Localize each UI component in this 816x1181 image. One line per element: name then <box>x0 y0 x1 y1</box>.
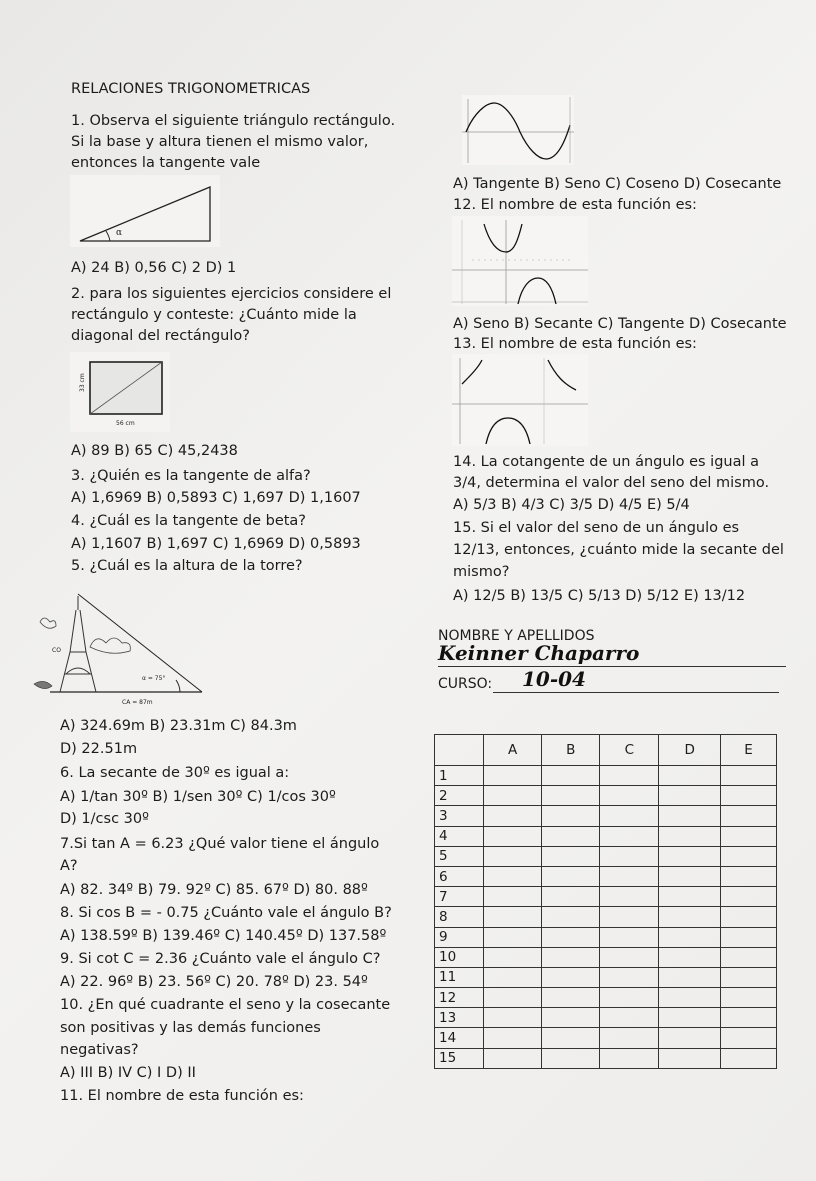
answer-cell[interactable] <box>600 766 659 786</box>
course-label: CURSO: <box>438 676 493 692</box>
q3-options: A) 1,6969 B) 0,5893 C) 1,697 D) 1,1607 <box>71 490 361 506</box>
row-number: 9 <box>435 927 484 947</box>
answer-cell[interactable] <box>600 806 659 826</box>
column-header: E <box>721 735 777 766</box>
q1-line-2: Si la base y altura tienen el mismo valor, <box>71 134 369 150</box>
worksheet-title: RELACIONES TRIGONOMETRICAS <box>71 81 311 97</box>
q8-options: A) 138.59º B) 139.46º C) 140.45º D) 137.58º <box>60 928 387 944</box>
answer-cell[interactable] <box>542 988 600 1008</box>
row-number: 11 <box>435 967 484 987</box>
q10-line-1: 10. ¿En qué cuadrante el seno y la cosecante <box>60 997 391 1013</box>
answer-cell[interactable] <box>721 806 777 826</box>
answer-cell[interactable] <box>659 866 721 886</box>
q12-options: A) Seno B) Secante C) Tangente D) Cosecante <box>453 316 787 332</box>
angle-label: α = 75° <box>142 675 166 682</box>
q7-question-line-1: 7.Si tan A = 6.23 ¿Qué valor tiene el ángulo <box>60 836 380 852</box>
answer-cell[interactable] <box>659 786 721 806</box>
q8-question: 8. Si cos B = - 0.75 ¿Cuánto vale el ángulo B? <box>60 905 392 921</box>
answer-cell[interactable] <box>600 907 659 927</box>
answer-cell[interactable] <box>721 887 777 907</box>
q6-question: 6. La secante de 30º es igual a: <box>60 765 290 781</box>
answer-cell[interactable] <box>542 967 600 987</box>
answer-cell[interactable] <box>484 846 542 866</box>
answer-table <box>434 734 777 1069</box>
q7-options: A) 82. 34º B) 79. 92º C) 85. 67º D) 80. 88º <box>60 882 368 898</box>
q14-line-1: 14. La cotangente de un ángulo es igual a <box>453 454 759 470</box>
row-number: 13 <box>435 1008 484 1028</box>
table-row <box>435 846 777 866</box>
q1-line-1: 1. Observa el siguiente triángulo rectángulo. <box>71 113 396 129</box>
table-row <box>435 887 777 907</box>
answer-cell[interactable] <box>721 1008 777 1028</box>
q2-line-1: 2. para los siguientes ejercicios considere el <box>71 286 392 302</box>
answer-cell[interactable] <box>721 826 777 846</box>
q14-line-2: 3/4, determina el valor del seno del mismo. <box>453 475 770 491</box>
q7-question-line-2: A? <box>60 858 78 874</box>
name-underline <box>438 666 786 667</box>
row-number: 2 <box>435 786 484 806</box>
q10-line-2: son positivas y las demás funciones <box>60 1020 321 1036</box>
row-number: 7 <box>435 887 484 907</box>
table-row <box>435 866 777 886</box>
table-row <box>435 826 777 846</box>
answer-cell[interactable] <box>600 927 659 947</box>
answer-table-header <box>435 735 777 766</box>
rectangle-base-label: 56 cm <box>116 420 135 427</box>
answer-cell[interactable] <box>542 927 600 947</box>
answer-cell[interactable] <box>600 866 659 886</box>
name-label: NOMBRE Y APELLIDOS <box>438 628 595 644</box>
sine-graph-figure <box>462 95 574 165</box>
q3-question: 3. ¿Quién es la tangente de alfa? <box>71 468 311 484</box>
table-row <box>435 806 777 826</box>
answer-cell[interactable] <box>659 947 721 967</box>
answer-cell[interactable] <box>659 988 721 1008</box>
answer-cell[interactable] <box>721 866 777 886</box>
answer-cell[interactable] <box>600 988 659 1008</box>
answer-cell[interactable] <box>484 866 542 886</box>
answer-cell[interactable] <box>542 806 600 826</box>
cloud-icon <box>40 618 56 628</box>
answer-cell[interactable] <box>484 1008 542 1028</box>
answer-cell[interactable] <box>484 927 542 947</box>
row-number: 8 <box>435 907 484 927</box>
answer-cell[interactable] <box>721 988 777 1008</box>
rectangle-figure <box>70 352 170 432</box>
q15-line-3: mismo? <box>453 564 510 580</box>
row-number: 14 <box>435 1028 484 1048</box>
eiffel-tower-figure <box>30 592 210 712</box>
q11-options: A) Tangente B) Seno C) Coseno D) Cosecante <box>453 176 782 192</box>
answer-cell[interactable] <box>542 766 600 786</box>
table-row <box>435 1048 777 1068</box>
course-field[interactable]: 10-04 <box>522 667 586 691</box>
answer-cell[interactable] <box>659 967 721 987</box>
answer-cell[interactable] <box>600 786 659 806</box>
answer-cell[interactable] <box>484 806 542 826</box>
table-row <box>435 967 777 987</box>
q9-question: 9. Si cot C = 2.36 ¿Cuánto vale el ángulo C? <box>60 951 381 967</box>
q6-options-line-1: A) 1/tan 30º B) 1/sen 30º C) 1/cos 30º <box>60 789 336 805</box>
answer-cell[interactable] <box>484 887 542 907</box>
co-label: CO <box>52 647 61 654</box>
answer-cell[interactable] <box>721 786 777 806</box>
answer-cell[interactable] <box>600 887 659 907</box>
q15-line-2: 12/13, entonces, ¿cuánto mide la secante del <box>453 542 784 558</box>
answer-cell[interactable] <box>721 907 777 927</box>
answer-cell[interactable] <box>721 927 777 947</box>
table-row <box>435 1008 777 1028</box>
answer-cell[interactable] <box>484 1048 542 1068</box>
answer-cell[interactable] <box>542 1008 600 1028</box>
cloud-icon <box>90 638 130 653</box>
q5-options-line-1: A) 324.69m B) 23.31m C) 84.3m <box>60 718 297 734</box>
row-number: 15 <box>435 1048 484 1068</box>
answer-cell[interactable] <box>600 826 659 846</box>
eiffel-tower-icon <box>60 596 96 692</box>
row-number: 10 <box>435 947 484 967</box>
answer-cell[interactable] <box>484 907 542 927</box>
answer-cell[interactable] <box>659 846 721 866</box>
q2-line-2: rectángulo y conteste: ¿Cuánto mide la <box>71 307 357 323</box>
answer-cell[interactable] <box>542 947 600 967</box>
row-number: 5 <box>435 846 484 866</box>
answer-cell[interactable] <box>600 1048 659 1068</box>
answer-cell[interactable] <box>542 887 600 907</box>
q1-options: A) 24 B) 0,56 C) 2 D) 1 <box>71 260 237 276</box>
column-header: D <box>659 735 721 766</box>
q9-options: A) 22. 96º B) 23. 56º C) 20. 78º D) 23. 54º <box>60 974 368 990</box>
answer-cell[interactable] <box>659 907 721 927</box>
answer-cell[interactable] <box>600 967 659 987</box>
answer-cell[interactable] <box>659 806 721 826</box>
q4-question: 4. ¿Cuál es la tangente de beta? <box>71 513 307 529</box>
row-number: 6 <box>435 866 484 886</box>
answer-cell[interactable] <box>600 1028 659 1048</box>
answer-cell[interactable] <box>542 907 600 927</box>
answer-cell[interactable] <box>659 927 721 947</box>
q1-line-3: entonces la tangente vale <box>71 155 261 171</box>
row-number: 4 <box>435 826 484 846</box>
table-row <box>435 988 777 1008</box>
table-row <box>435 927 777 947</box>
q10-line-3: negativas? <box>60 1042 139 1058</box>
row-number: 1 <box>435 766 484 786</box>
answer-cell[interactable] <box>721 947 777 967</box>
answer-cell[interactable] <box>484 1028 542 1048</box>
bush-icon <box>34 681 52 688</box>
answer-cell[interactable] <box>721 766 777 786</box>
q5-question: 5. ¿Cuál es la altura de la torre? <box>71 558 303 574</box>
right-triangle-figure <box>70 175 220 247</box>
q13-question: 13. El nombre de esta función es: <box>453 336 697 352</box>
q6-options-line-2: D) 1/csc 30º <box>60 811 149 827</box>
table-row <box>435 947 777 967</box>
answer-cell[interactable] <box>484 766 542 786</box>
q5-options-line-2: D) 22.51m <box>60 741 138 757</box>
answer-cell[interactable] <box>542 826 600 846</box>
answer-cell[interactable] <box>484 967 542 987</box>
answer-cell[interactable] <box>484 947 542 967</box>
q14-options: A) 5/3 B) 4/3 C) 3/5 D) 4/5 E) 5/4 <box>453 497 690 513</box>
answer-cell[interactable] <box>542 786 600 806</box>
rectangle-height-label: 33 cm <box>79 373 86 392</box>
answer-cell[interactable] <box>659 1048 721 1068</box>
answer-cell[interactable] <box>721 1048 777 1068</box>
q12-question: 12. El nombre de esta función es: <box>453 197 697 213</box>
column-header: C <box>600 735 659 766</box>
table-row <box>435 1028 777 1048</box>
answer-cell[interactable] <box>484 826 542 846</box>
name-field[interactable]: Keinner Chaparro <box>438 641 640 665</box>
row-number: 3 <box>435 806 484 826</box>
answer-cell[interactable] <box>659 826 721 846</box>
answer-cell[interactable] <box>659 766 721 786</box>
answer-cell[interactable] <box>542 1028 600 1048</box>
answer-cell[interactable] <box>542 846 600 866</box>
answer-cell[interactable] <box>721 1028 777 1048</box>
q11-question: 11. El nombre de esta función es: <box>60 1088 304 1104</box>
q2-options: A) 89 B) 65 C) 45,2438 <box>71 443 238 459</box>
course-underline <box>493 692 779 693</box>
answer-cell[interactable] <box>484 988 542 1008</box>
answer-cell[interactable] <box>542 1048 600 1068</box>
table-row <box>435 907 777 927</box>
answer-cell[interactable] <box>721 846 777 866</box>
q4-options: A) 1,1607 B) 1,697 C) 1,6969 D) 0,5893 <box>71 536 361 552</box>
table-row <box>435 786 777 806</box>
q2-line-3: diagonal del rectángulo? <box>71 328 250 344</box>
answer-cell[interactable] <box>600 1008 659 1028</box>
answer-cell[interactable] <box>659 887 721 907</box>
answer-cell[interactable] <box>659 1028 721 1048</box>
answer-cell[interactable] <box>484 786 542 806</box>
row-number: 12 <box>435 988 484 1008</box>
column-header: A <box>484 735 542 766</box>
hypotenuse-line <box>78 594 202 692</box>
q15-options: A) 12/5 B) 13/5 C) 5/13 D) 5/12 E) 13/12 <box>453 588 746 604</box>
q15-line-1: 15. Si el valor del seno de un ángulo es <box>453 520 740 536</box>
cosecant-graph-figure <box>452 354 588 446</box>
q10-options: A) III B) IV C) I D) II <box>60 1065 196 1081</box>
table-row <box>435 766 777 786</box>
answer-cell[interactable] <box>600 947 659 967</box>
column-header <box>435 735 484 766</box>
ca-label: CA = 87m <box>122 699 153 706</box>
secant-graph-figure <box>452 216 588 306</box>
answer-cell[interactable] <box>721 967 777 987</box>
answer-cell[interactable] <box>542 866 600 886</box>
column-header: B <box>542 735 600 766</box>
triangle-angle-label: α <box>116 228 123 238</box>
answer-cell[interactable] <box>659 1008 721 1028</box>
answer-cell[interactable] <box>600 846 659 866</box>
